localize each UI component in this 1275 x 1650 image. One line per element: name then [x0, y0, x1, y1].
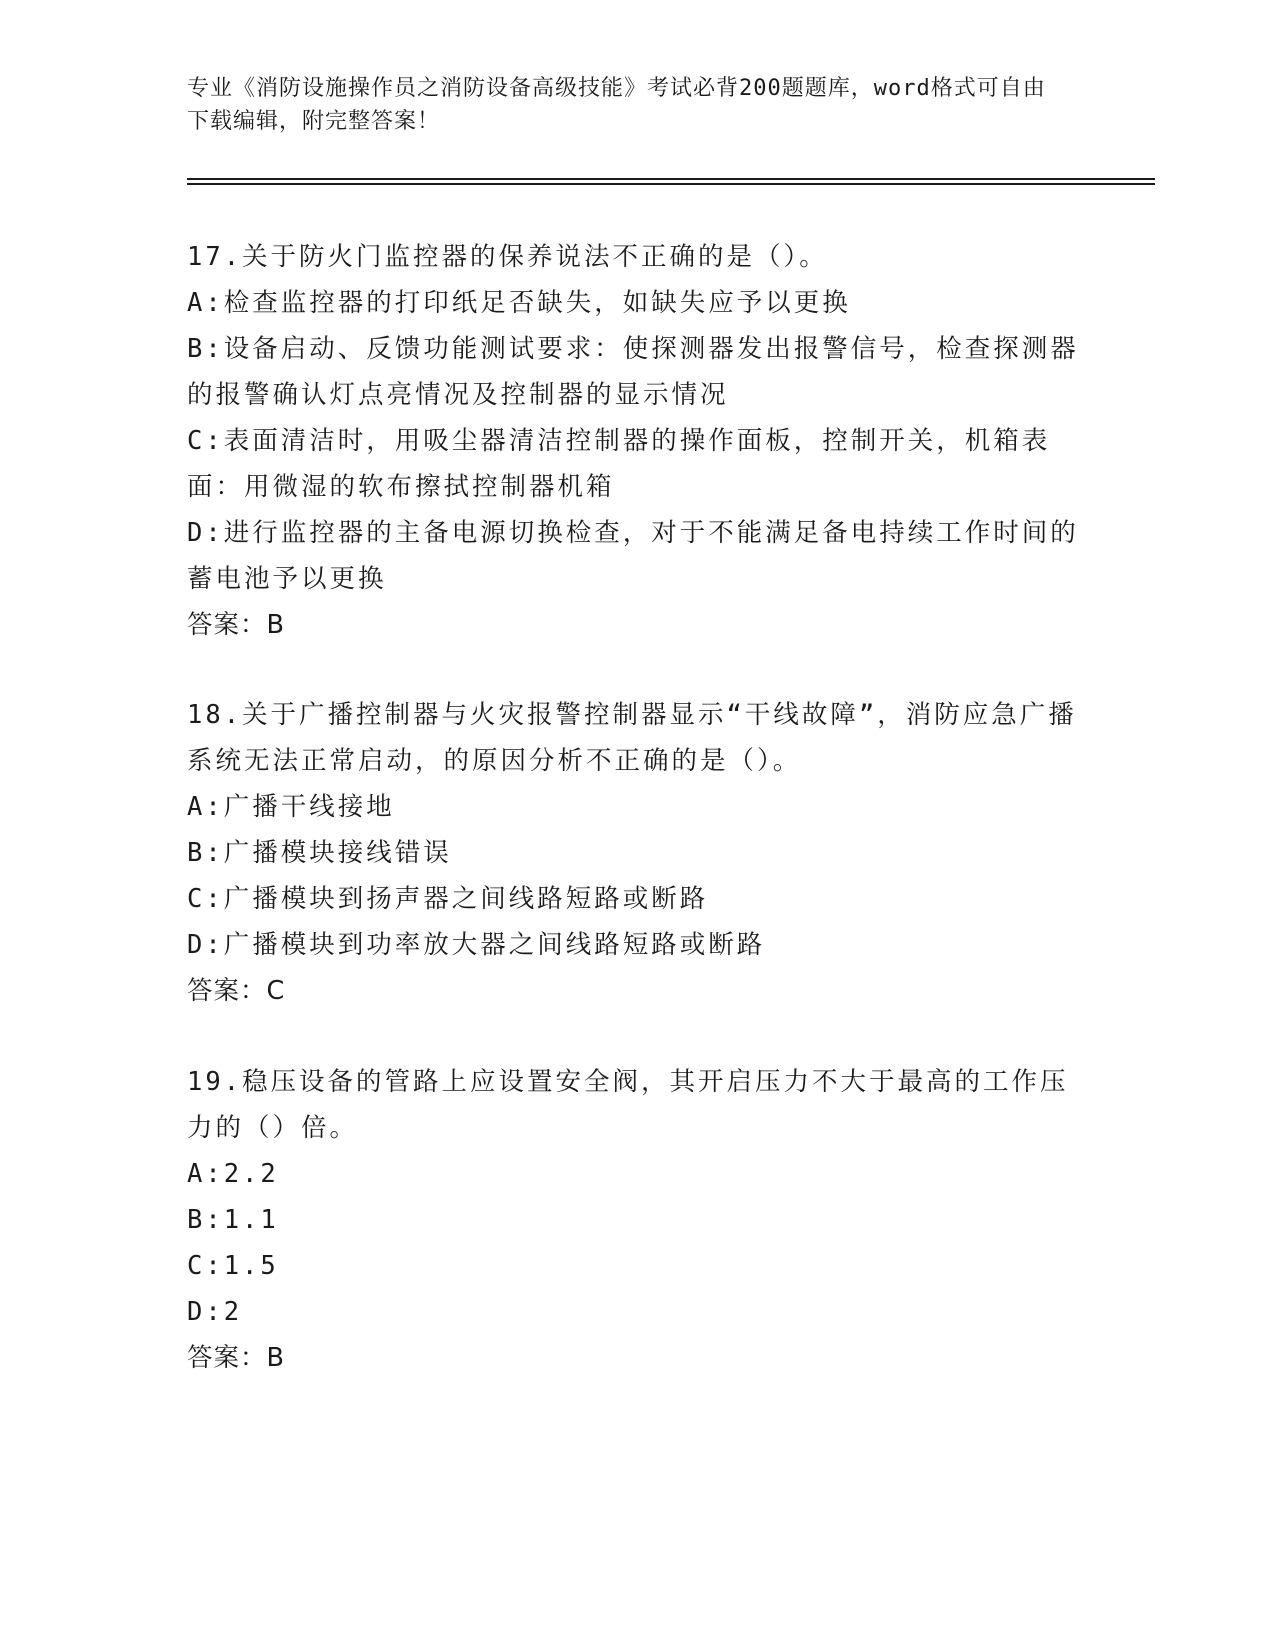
option-b: B:广播模块接线错误: [187, 838, 452, 868]
option-d: D:进行监控器的主备电源切换检查，对于不能满足备电持续工作时间的蓄电池予以更换: [187, 518, 1079, 594]
question-19: [187, 1059, 1087, 1381]
question-18: [187, 692, 1087, 1014]
header-divider-bottom: [187, 183, 1155, 185]
option-d: D:广播模块到功率放大器之间线路短路或断路: [187, 930, 766, 960]
answer: 答案：B: [187, 1343, 285, 1373]
option-a: A:检查监控器的打印纸足否缺失，如缺失应予以更换: [187, 288, 851, 318]
option-c: C:1.5: [187, 1251, 279, 1281]
question-stem: 19.稳压设备的管路上应设置安全阀，其开启压力不大于最高的工作压力的（）倍。: [187, 1067, 1069, 1143]
header-divider-top: [187, 178, 1155, 180]
question-stem: 17.关于防火门监控器的保养说法不正确的是（）。: [187, 242, 828, 272]
option-b: B:1.1: [187, 1205, 279, 1235]
question-stem: 18.关于广播控制器与火灾报警控制器显示“干线故障”，消防应急广播系统无法正常启动，的原因分析不正确的是（）。: [187, 700, 1077, 776]
option-a: A:2.2: [187, 1159, 279, 1189]
answer: 答案：C: [187, 976, 286, 1006]
option-b: B:设备启动、反馈功能测试要求：使探测器发出报警信号，检查探测器的报警确认灯点亮情况及控制器的显示情况: [187, 334, 1079, 410]
option-d: D:2: [187, 1297, 243, 1327]
document-header: 专业《消防设施操作员之消防设备高级技能》考试必背200题题库，word格式可自由下载编辑，附完整答案！: [187, 76, 1046, 134]
option-c: C:广播模块到扬声器之间线路短路或断路: [187, 884, 709, 914]
option-c: C:表面清洁时，用吸尘器清洁控制器的操作面板，控制开关，机箱表面：用微湿的软布擦拭控制器机箱: [187, 426, 1051, 502]
option-a: A:广播干线接地: [187, 792, 395, 822]
answer: 答案：B: [187, 610, 285, 640]
question-17: [187, 234, 1087, 648]
